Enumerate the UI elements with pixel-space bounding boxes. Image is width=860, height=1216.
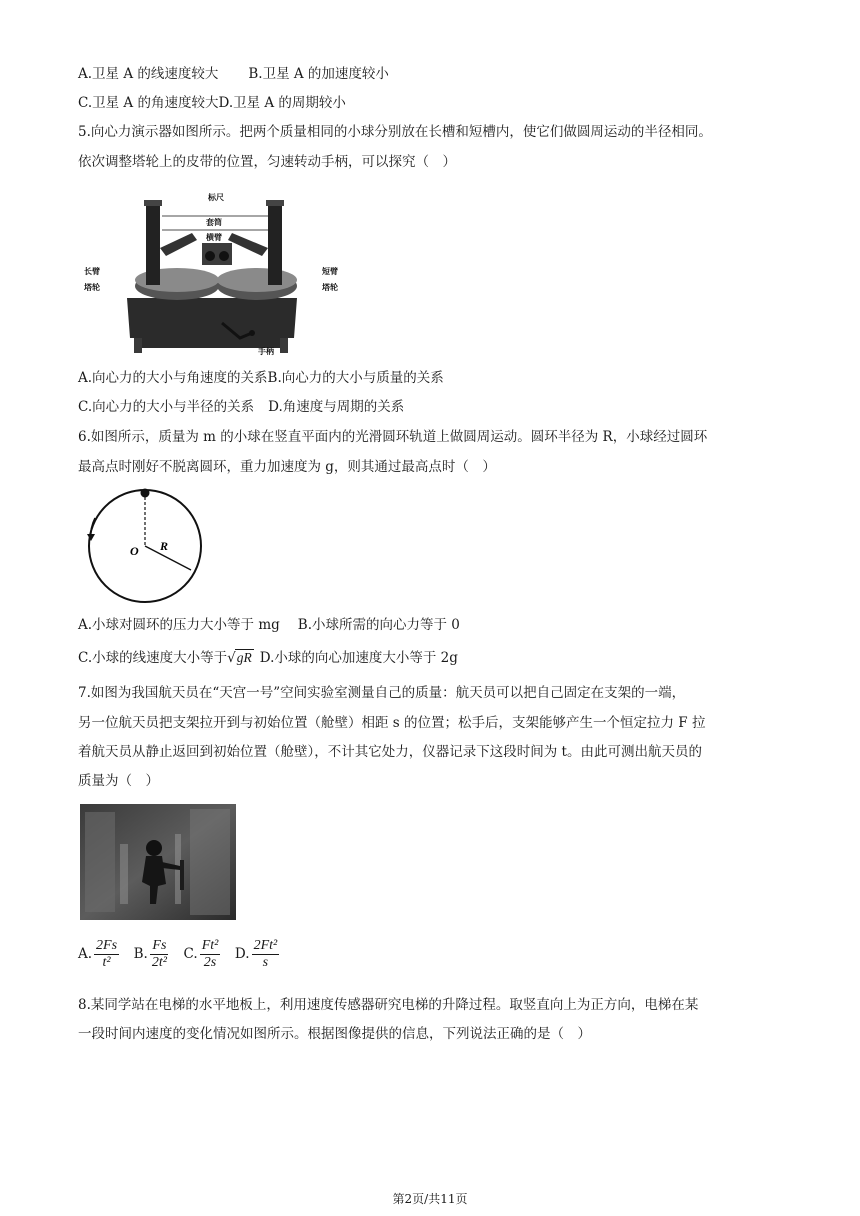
label-shoubing: 手柄 bbox=[258, 347, 274, 356]
q6-option-c-prefix: C.小球的线速度大小等于 bbox=[78, 650, 228, 666]
label-changbi: 长臂 bbox=[84, 267, 100, 276]
q7-stem-line-4: 质量为（ ） bbox=[78, 773, 159, 789]
q6-options-line-1 bbox=[78, 615, 460, 635]
astronaut-photo bbox=[80, 804, 236, 920]
label-hengbi: 横臂 bbox=[206, 233, 222, 242]
label-duanbi: 短臂 bbox=[322, 267, 338, 276]
label-biaochi: 标尺 bbox=[208, 193, 224, 202]
q7-stem-line-3: 着航天员从静止返回到初始位置（舱壁），不计其它处力，仪器记录下这段时间为 t。由此可测出航天员的 bbox=[78, 744, 702, 760]
label-center-o: O bbox=[130, 544, 139, 558]
q7-options bbox=[78, 934, 281, 974]
q4-options-line-1 bbox=[78, 64, 389, 84]
q7-option-d: D. $\frac{\text{2Ft²}}{s}$ bbox=[234, 938, 278, 970]
q7-option-c: C. $\frac{\text{Ft²}}{2s}$ bbox=[183, 938, 219, 970]
circular-track-figure bbox=[78, 488, 218, 608]
q7-stem-line-1: 7.如图为我国航天员在“天宫一号”空间实验室测量自己的质量：航天员可以把自己固定在支架的一端， bbox=[78, 685, 686, 701]
label-taotong: 套筒 bbox=[206, 218, 222, 227]
centripetal-force-apparatus-figure bbox=[82, 188, 342, 360]
q7-stem-line-2: 另一位航天员把支架拉开到与初始位置（舱壁）相距 s 的位置；松手后，支架能够产生一个恒定拉力 F 拉 bbox=[78, 715, 706, 731]
q6-stem-line-2: 最高点时刚好不脱离圆环，重力加速度为 g，则其通过最高点时（ ） bbox=[78, 459, 496, 475]
q6-option-c-root: gR bbox=[236, 650, 252, 665]
q4-option-b: B.卫星 A 的加速度较小 bbox=[248, 66, 389, 82]
q6-option-d: D.小球的向心加速度大小等于 2g bbox=[259, 650, 458, 666]
q5-option-c: C.向心力的大小与半径的关系 bbox=[78, 399, 255, 415]
page-footer: 第2页/共11页 bbox=[392, 1192, 468, 1206]
q5-options-line-2 bbox=[78, 397, 404, 417]
q6-stem-line-1: 6.如图所示，质量为 m 的小球在竖直平面内的光滑圆环轨道上做圆周运动。圆环半径为 R，小球经过圆环 bbox=[78, 429, 708, 445]
q5-option-d: D.角速度与周期的关系 bbox=[268, 399, 405, 415]
q6-option-b: B.小球所需的向心力等于 0 bbox=[297, 617, 460, 633]
q7-option-a: A. $\frac{2Fs}{\text{t²}}$ bbox=[78, 938, 118, 970]
q5-options-line-1: A.向心力的大小与角速度的关系B.向心力的大小与质量的关系 bbox=[78, 370, 444, 386]
q4-option-a: A.卫星 A 的线速度较大 bbox=[78, 66, 219, 82]
q7-option-b: B. $\frac{Fs}{\text{2t²}}$ bbox=[133, 938, 167, 970]
label-talun-left: 塔轮 bbox=[84, 283, 100, 292]
label-talun-right: 塔轮 bbox=[322, 283, 338, 292]
q8-stem-line-2: 一段时间内速度的变化情况如图所示。根据图像提供的信息，下列说法正确的是（ ） bbox=[78, 1026, 591, 1042]
q5-stem-line-2: 依次调整塔轮上的皮带的位置，匀速转动手柄，可以探究（ ） bbox=[78, 154, 456, 170]
q6-options-line-2: C.小球的线速度大小等于√gR D.小球的向心加速度大小等于 2g bbox=[78, 650, 458, 666]
q8-stem-line-1: 8.某同学站在电梯的水平地板上，利用速度传感器研究电梯的升降过程。取竖直向上为正方向，电梯在某 bbox=[78, 997, 699, 1013]
q6-option-a: A.小球对圆环的压力大小等于 mg bbox=[78, 617, 280, 633]
q4-options-line-2: C.卫星 A 的角速度较大D.卫星 A 的周期较小 bbox=[78, 95, 346, 111]
q5-stem-line-1: 5.向心力演示器如图所示。把两个质量相同的小球分别放在长槽和短槽内，使它们做圆周运动的半径相同。 bbox=[78, 124, 712, 140]
label-radius-r: R bbox=[160, 539, 169, 553]
